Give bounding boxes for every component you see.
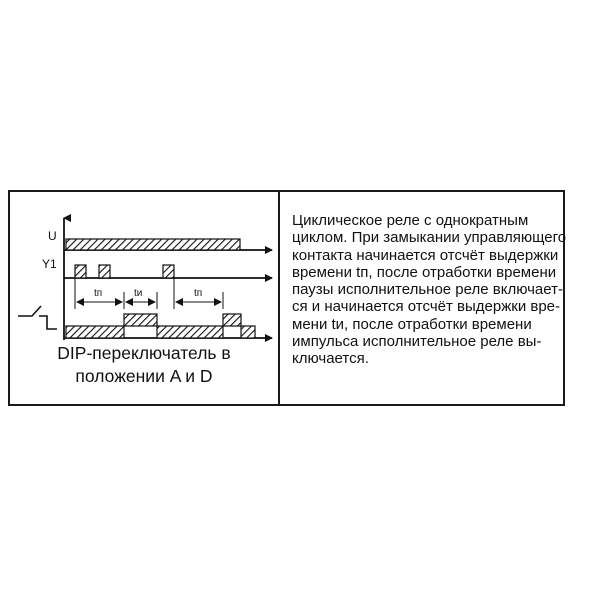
description-line: мени tи, после отработки времени bbox=[292, 315, 532, 333]
relay-contact-lead-icon bbox=[39, 316, 57, 329]
description-cell bbox=[280, 192, 567, 404]
control-pulse-1 bbox=[75, 265, 86, 278]
description-line: времени tп, после отработки времени bbox=[292, 263, 557, 281]
relay-description bbox=[292, 212, 567, 368]
timing-diagram-cell bbox=[10, 192, 278, 404]
caption-line: положении A и D bbox=[75, 366, 213, 386]
output-segment-1 bbox=[66, 326, 124, 338]
description-line: ся и начинается отсчёт выдержки вре- bbox=[292, 298, 561, 316]
caption-line: DIP-переключатель в bbox=[57, 343, 231, 363]
control-label: Y1 bbox=[42, 257, 57, 271]
description-line: паузы исполнительное реле включает- bbox=[292, 281, 563, 299]
diagram-table bbox=[8, 190, 565, 406]
description-line: контакта начинается отсчёт выдержки bbox=[292, 246, 559, 264]
pulse-label: tи bbox=[134, 288, 143, 299]
supply-on-bar bbox=[66, 239, 240, 250]
relay-contact-icon bbox=[18, 306, 41, 316]
description-line: циклом. При замыкании управляющего bbox=[292, 229, 567, 247]
output-pulse-2 bbox=[223, 314, 241, 326]
description-line: ключается. bbox=[292, 350, 369, 368]
supply-label: U bbox=[48, 229, 57, 243]
output-segment-2 bbox=[157, 326, 223, 338]
timing-diagram bbox=[10, 192, 278, 342]
control-pulse-3 bbox=[163, 265, 174, 278]
pause-label-1: tп bbox=[94, 288, 103, 299]
pause-label-2: tп bbox=[194, 288, 203, 299]
output-pulse-1 bbox=[124, 314, 157, 326]
output-segment-3 bbox=[241, 326, 255, 338]
dip-switch-caption bbox=[10, 342, 278, 388]
description-line: импульса исполнительное реле вы- bbox=[292, 333, 542, 351]
control-pulse-2 bbox=[99, 265, 110, 278]
description-line: Циклическое реле с однократным bbox=[292, 212, 529, 229]
